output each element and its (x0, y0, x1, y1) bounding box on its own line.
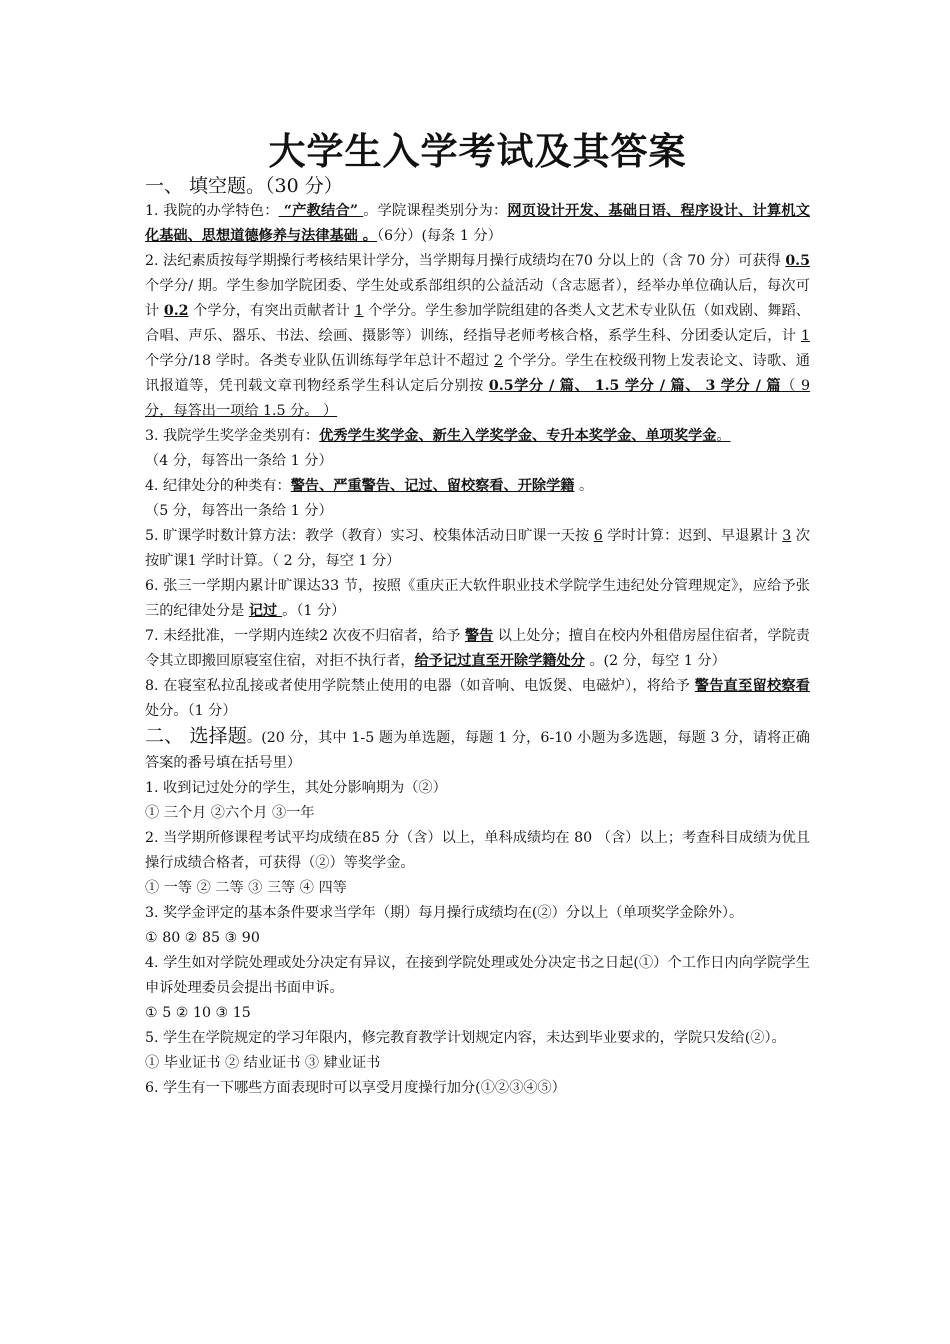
question-8: 8. 在寝室私拉乱接或者使用学院禁止使用的电器（如音响、电饭煲、电磁炉），将给予 警告直至留校察看 处分。（1 分） (145, 678, 810, 719)
question-3-score: （4 分，每答出一条给 1 分） (145, 453, 333, 469)
choice-options-5: ① 毕业证书 ② 结业证书 ③ 肄业证书 (145, 1055, 381, 1071)
choice-question-6: 6. 学生有一下哪些方面表现时可以享受月度操行加分(①②③④⑤） (145, 1080, 566, 1096)
document-page (145, 128, 810, 1101)
choice-options-4: ① 5 ② 10 ③ 15 (145, 1005, 251, 1021)
choice-question-5: 5. 学生在学院规定的学习年限内，修完教育教学计划规定内容，未达到毕业要求的，学院只发给(②）。 (145, 1030, 786, 1046)
choice-question-2: 2. 当学期所修课程考试平均成绩在85 分（含）以上，单科成绩均在 80 （含）以上；考查科目成绩为优且操行成绩合格者，可获得（②）等奖学金。 (145, 830, 810, 871)
section-2-heading: 二、 选择题。(20 分，其中 1-5 题为单选题，每题 1 分，6-10 小题为多选题，每题 3 分，请将正确答案的番号填在括号里） (145, 725, 810, 771)
choice-options-3: ① 80 ② 85 ③ 90 (145, 930, 260, 946)
question-6: 6. 张三一学期内累计旷课达33 节，按照《重庆正大软件职业技术学院学生违纪处分管理规定》，应给予张三的纪律处分是 记过 。（1 分） (145, 578, 810, 619)
choice-options-1: ① 三个月 ②六个月 ③一年 (145, 805, 315, 821)
section-1-heading: 一、 填空题。（30 分） (145, 175, 343, 197)
question-4: 4. 纪律处分的种类有：警告、严重警告、记过、留校察看、开除学籍 。 (145, 478, 594, 494)
choice-question-4: 4. 学生如对学院处理或处分决定有异议，在接到学院处理或处分决定书之日起(①）个工作日内向学院学生申诉处理委员会提出书面申诉。 (145, 955, 810, 996)
question-5: 5. 旷课学时数计算方法：教学（教育）实习、校集体活动日旷课一天按 6 学时计算：迟到、早退累计 3 次按旷课1 学时计算。（ 2 分，每空 1 分） (145, 528, 810, 569)
question-7: 7. 未经批准，一学期内连续2 次夜不归宿者，给予 警告 以上处分；擅自在校内外租借房屋住宿者，学院责令其立即搬回原寝室住宿，对拒不执行者，给予记过直至开除学籍处分 。(2 分，每空 1 分） (145, 628, 810, 669)
question-2: 2. 法纪素质按每学期操行考核结果计学分，当学期每月操行成绩均在70 分以上的（含 70 分）可获得 0.5 个学分/ 期。学生参加学院团委、学生处或系部组织的公益活动（含志愿者），经举办单位确认后，每次可计 0.2 个学分，有突出贡献者计 1 个学分。学生参加学院组建的各类人文艺术专业队伍（如戏剧、舞蹈、合唱、声乐、器乐、书法、绘画、摄影等）训练，经指导老师考核合格，系学生科、分团委认定后，计 1个学分/18 学时。各类专业队伍训练每学年总计不超过 2 个学分。学生在校级刊物上发表论文、诗歌、通讯报道等，凭刊载文章刊物经系学生科认定后分别按 0.5学分 / 篇、 1.5 学分 / 篇、 3 学分 / 篇（ 9分，每答出一项给 1.5 分。 ） (145, 253, 810, 419)
page-title: 大学生入学考试及其答案 (268, 129, 687, 173)
question-1: 1. 我院的办学特色： “产教结合” 。学院课程类别分为：网页设计开发、基础日语、程序设计、计算机文化基础、思想道德修养与法律基础 。（6分）(每条 1 分） (145, 203, 810, 244)
choice-question-3: 3. 奖学金评定的基本条件要求当学年（期）每月操行成绩均在(②）分以上（单项奖学金除外）。 (145, 905, 744, 921)
question-4-score: （5 分，每答出一条给 1 分） (145, 503, 333, 519)
choice-options-2: ① 一等 ② 二等 ③ 三等 ④ 四等 (145, 880, 347, 896)
question-3: 3. 我院学生奖学金类别有：优秀学生奖学金、新生入学奖学金、专升本奖学金、单项奖学金。 (145, 428, 731, 444)
choice-question-1: 1. 收到记过处分的学生，其处分影响期为（②） (145, 780, 447, 796)
